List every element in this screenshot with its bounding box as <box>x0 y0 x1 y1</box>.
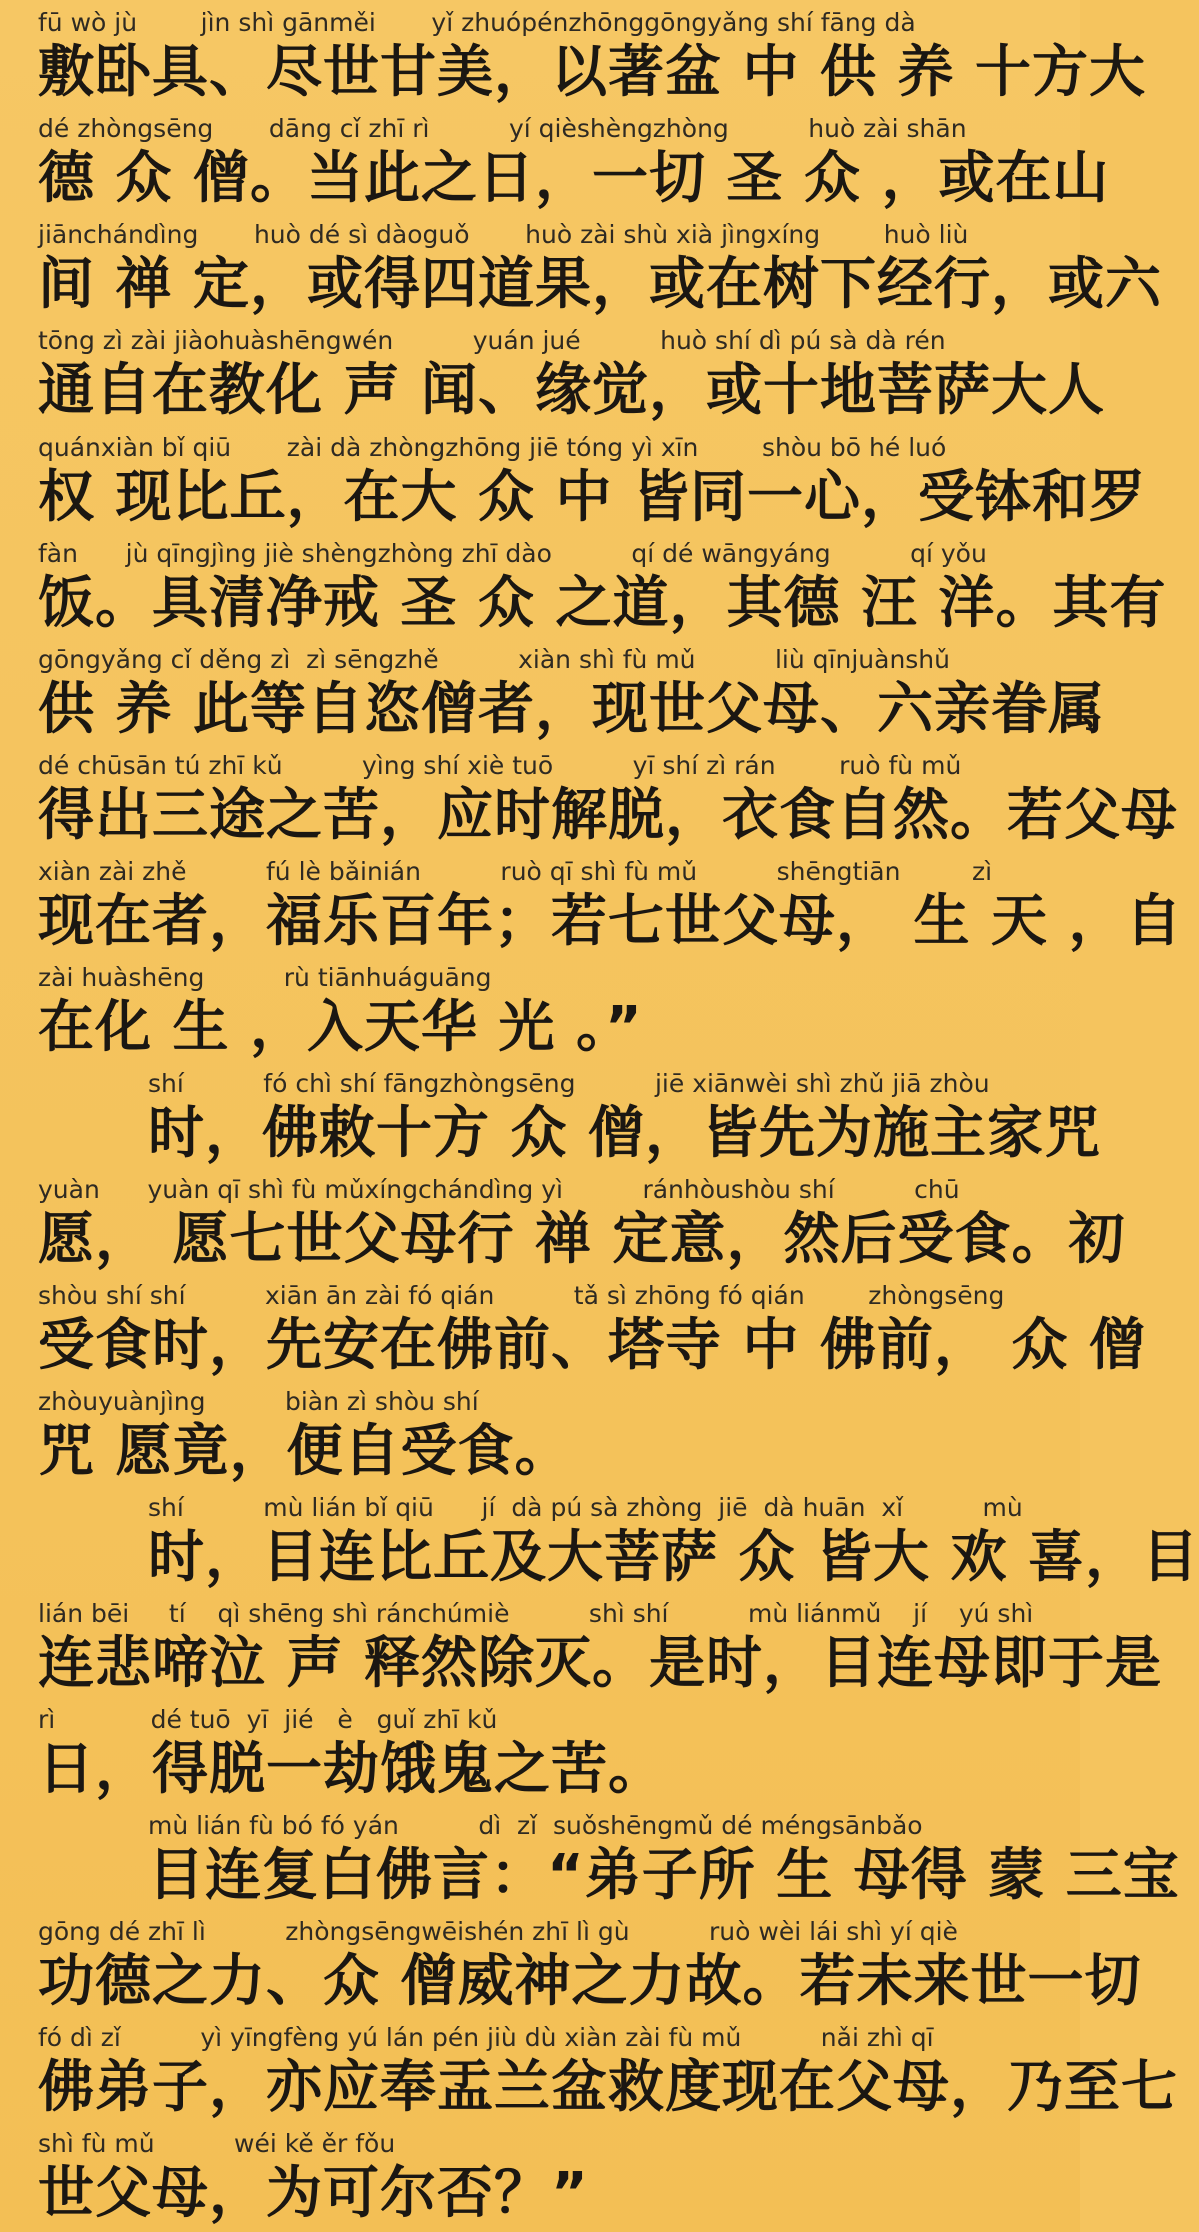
hanzi-row: 世父母，为可尔否？” <box>38 2161 589 2226</box>
hanzi-row: 连悲啼泣 声 释然除灭。是时，目连母即于是 <box>38 1631 1162 1696</box>
pinyin-row: fó dì zǐ yì yīngfèng yú lán pén jiù dù xiàn zài fù mǔ nǎi zhì qī <box>38 2023 934 2052</box>
text-line <box>38 643 1105 747</box>
pinyin-row: jiānchándìng huò dé sì dàoguǒ huò zài shù xià jìngxíng huò liù <box>38 220 969 249</box>
text-line <box>38 218 1162 322</box>
text-line <box>38 6 1146 110</box>
hanzi-row: 目连复白佛言：“弟子所 生 母得 蒙 三宝 <box>148 1843 1180 1908</box>
pinyin-row: gōngyǎng cǐ děng zì zì sēngzhě xiàn shì fù mǔ liù qīnjuànshǔ <box>38 645 950 674</box>
pinyin-row: fàn jù qīngjìng jiè shèngzhòng zhī dào qí dé wāngyáng qí yǒu <box>38 539 987 568</box>
text-line <box>38 1279 1146 1383</box>
text-line <box>38 855 1183 959</box>
hanzi-row: 敷卧具、尽世甘美，以著盆 中 供 养 十方大 <box>38 40 1146 105</box>
text-line <box>148 1067 1101 1171</box>
text-line <box>38 431 1146 535</box>
hanzi-row: 得出三途之苦，应时解脱，衣食自然。若父母 <box>38 783 1178 848</box>
text-line <box>38 1703 1048 1807</box>
pinyin-row: rì dé tuō yī jié è guǐ zhī kǔ <box>38 1705 498 1734</box>
pinyin-row: shòu shí shí xiān ān zài fó qián tǎ sì zhōng fó qián zhòngsēng <box>38 1281 1005 1310</box>
hanzi-row: 受食时，先安在佛前、塔寺 中 佛前， 众 僧 <box>38 1313 1146 1378</box>
hanzi-row: 时，目连比丘及大菩萨 众 皆大 欢 喜，目 <box>148 1525 1199 1590</box>
hanzi-row: 功德之力、众 僧威神之力故。若未来世一切 <box>38 1949 1142 2014</box>
pinyin-row: fū wò jù jìn shì gānměi yǐ zhuópénzhōnggōngyǎng shí fāng dà <box>38 8 916 37</box>
pinyin-row: shì fù mǔ wéi kě ěr fǒu <box>38 2129 396 2158</box>
text-line <box>38 1597 1162 1701</box>
pinyin-row: xiàn zài zhě fú lè bǎinián ruò qī shì fù mǔ shēngtiān zì <box>38 857 993 886</box>
hanzi-row: 在化 生 ，入天华 光 。” <box>38 995 643 1060</box>
text-line <box>38 537 1167 641</box>
hanzi-row: 供 养 此等自恣僧者，现世父母、六亲眷属 <box>38 677 1105 742</box>
pinyin-row: shí mù lián bǐ qiū jí dà pú sà zhòng jiē dà huān xǐ mù <box>148 1493 1023 1522</box>
pinyin-row: shí fó chì shí fāngzhòngsēng jiē xiānwèi shì zhǔ jiā zhòu <box>148 1069 990 1098</box>
text-line <box>38 961 1048 1065</box>
hanzi-row: 权 现比丘，在大 众 中 皆同一心，受钵和罗 <box>38 465 1146 530</box>
text-line <box>38 324 1105 428</box>
text-line <box>38 2021 1178 2125</box>
pinyin-row: dé zhòngsēng dāng cǐ zhī rì yí qièshèngzhòng huò zài shān <box>38 114 967 143</box>
hanzi-row: 佛弟子，亦应奉盂兰盆救度现在父母，乃至七 <box>38 2055 1178 2120</box>
pinyin-row: zài huàshēng rù tiānhuáguāng <box>38 963 492 992</box>
pinyin-row: tōng zì zài jiàohuàshēngwén yuán jué huò shí dì pú sà dà rén <box>38 326 946 355</box>
hanzi-row: 饭。具清净戒 圣 众 之道，其德 汪 洋。其有 <box>38 571 1167 636</box>
hanzi-row: 现在者，福乐百年；若七世父母， 生 天 ，自 <box>38 889 1183 954</box>
text-line <box>38 1173 1126 1277</box>
pinyin-row: gōng dé zhī lì zhòngsēngwēishén zhī lì gù ruò wèi lái shì yí qiè <box>38 1917 958 1946</box>
pinyin-row: lián bēi tí qì shēng shì ránchúmiè shì shí mù liánmǔ jí yú shì <box>38 1599 1034 1628</box>
hanzi-row: 通自在教化 声 闻、缘觉，或十地菩萨大人 <box>38 358 1105 423</box>
text-line <box>38 2127 1048 2231</box>
pinyin-row: zhòuyuànjìng biàn zì shòu shí <box>38 1387 479 1416</box>
text-line <box>38 1915 1142 2019</box>
hanzi-row: 愿， 愿七世父母行 禅 定意，然后受食。初 <box>38 1207 1126 1272</box>
text-line <box>38 1385 1048 1489</box>
text-line <box>148 1491 1199 1595</box>
pinyin-row: dé chūsān tú zhī kǔ yìng shí xiè tuō yī shí zì rán ruò fù mǔ <box>38 751 962 780</box>
hanzi-row: 时，佛敕十方 众 僧，皆先为施主家咒 <box>148 1101 1101 1166</box>
text-line <box>148 1809 1180 1913</box>
text-line <box>38 749 1178 853</box>
hanzi-row: 德 众 僧。当此之日，一切 圣 众 ，或在山 <box>38 146 1110 211</box>
text-line <box>38 112 1110 216</box>
hanzi-row: 间 禅 定，或得四道果，或在树下经行，或六 <box>38 252 1162 317</box>
hanzi-row: 咒 愿竟，便自受食。 <box>38 1419 572 1484</box>
pinyin-row: quánxiàn bǐ qiū zài dà zhòngzhōng jiē tóng yì xīn shòu bō hé luó <box>38 433 947 462</box>
hanzi-row: 日，得脱一劫饿鬼之苦。 <box>38 1737 665 1802</box>
pinyin-row: mù lián fù bó fó yán dì zǐ suǒshēngmǔ dé méngsānbǎo <box>148 1811 923 1840</box>
pinyin-row: yuàn yuàn qī shì fù mǔxíngchándìng yì ránhòushòu shí chū <box>38 1175 960 1204</box>
